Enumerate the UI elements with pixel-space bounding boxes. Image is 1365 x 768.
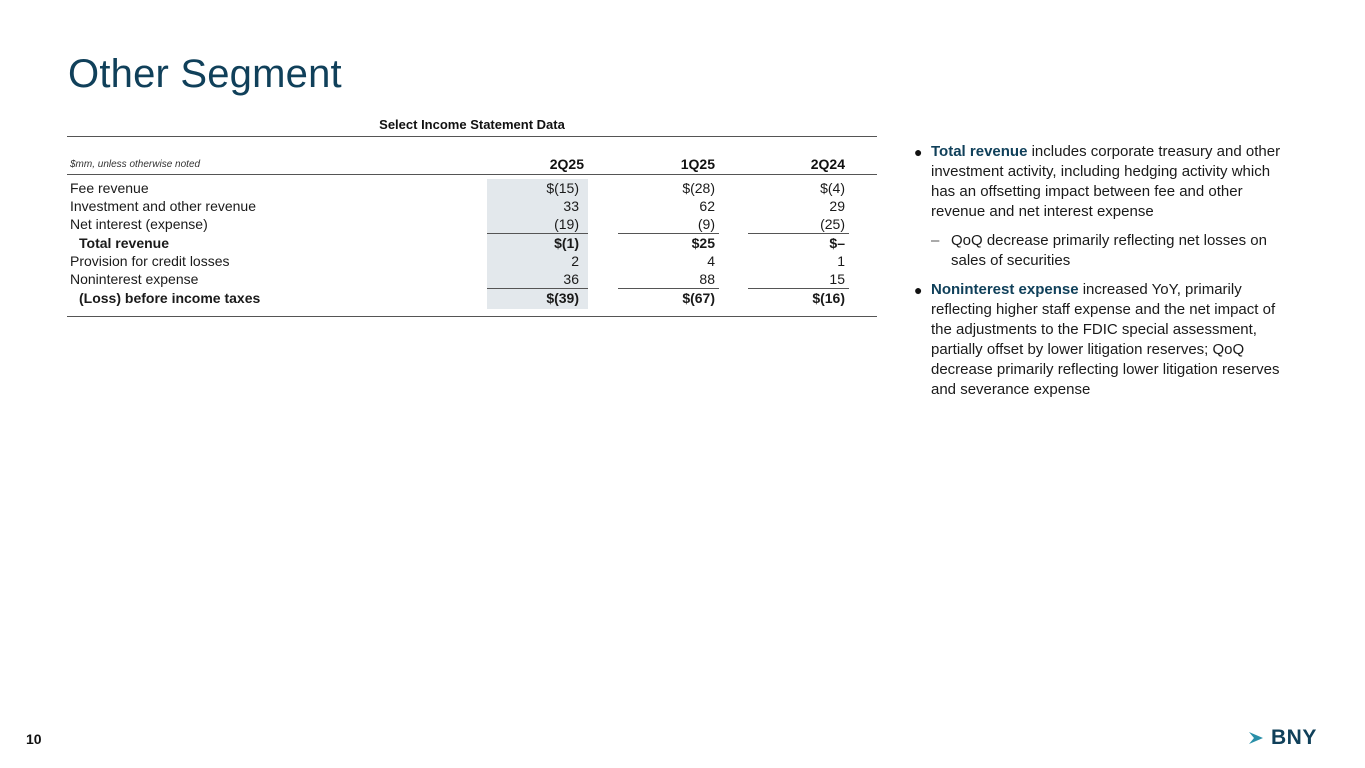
bullet-keyword: Noninterest expense <box>931 281 1079 298</box>
row-label: Net interest (expense) <box>70 216 208 232</box>
cell-2q24: $– <box>829 235 845 251</box>
cell-1q25: (9) <box>697 216 715 232</box>
subtotal-rule <box>487 233 588 234</box>
column-header-1q25: 1Q25 <box>680 156 715 172</box>
table-bottom-rule <box>67 316 877 317</box>
cell-1q25: $(28) <box>682 180 715 196</box>
row-label: Fee revenue <box>70 180 149 196</box>
cell-1q25: $(67) <box>682 290 715 306</box>
page-number: 10 <box>26 731 42 747</box>
cell-2q24: $(16) <box>812 290 845 306</box>
units-note: $mm, unless otherwise noted <box>70 159 201 170</box>
cell-1q25: 4 <box>707 253 715 269</box>
cell-2q25: $(39) <box>546 290 579 306</box>
dash-icon: – <box>931 232 940 249</box>
cell-2q25: $(1) <box>554 235 579 251</box>
row-label: Provision for credit losses <box>70 253 230 269</box>
bullet-keyword: Total revenue <box>931 143 1028 160</box>
bullet-text: includes corporate treasury and other investment activity, including hedging activity which has an offsetting impact between fee and other revenue and net interest expense <box>931 143 1281 220</box>
cell-2q24: 15 <box>829 271 845 287</box>
bullet-text: increased YoY, primarily reflecting higher staff expense and the net impact of the adjustments to the FDIC special assessment, partially offset by lower litigation reserves; QoQ decrease primarily reflecting lower litigation reserves and severance expense <box>931 281 1280 398</box>
bullet-dot-icon: ● <box>914 282 923 298</box>
cell-2q25: 2 <box>571 253 579 269</box>
sub-bullet-text: QoQ decrease primarily reflecting net losses on sales of securities <box>951 232 1267 269</box>
cell-2q24: 1 <box>837 253 845 269</box>
page-title: Other Segment <box>68 52 342 96</box>
logo-text: BNY <box>1271 726 1317 749</box>
subtotal-rule <box>487 288 588 289</box>
column-header-2q25: 2Q25 <box>549 156 584 172</box>
column-header-2q24: 2Q24 <box>810 156 845 172</box>
cell-2q24: (25) <box>820 216 845 232</box>
cell-2q25: (19) <box>554 216 579 232</box>
commentary <box>914 142 1294 409</box>
subtotal-rule <box>748 233 849 234</box>
row-label: Noninterest expense <box>70 271 199 287</box>
cell-2q24: $(4) <box>820 180 845 196</box>
subtotal-rule <box>618 288 719 289</box>
cell-2q24: 29 <box>829 198 845 214</box>
cell-1q25: 62 <box>699 198 715 214</box>
subtotal-rule <box>618 233 719 234</box>
cell-1q25: $25 <box>691 235 715 251</box>
bullet-noninterest-expense <box>914 280 1294 400</box>
cell-2q25: 33 <box>563 198 579 214</box>
bny-logo <box>1249 726 1335 750</box>
row-label: Total revenue <box>79 235 169 251</box>
sub-bullet-qoq-revenue <box>914 231 1294 271</box>
cell-2q25: 36 <box>563 271 579 287</box>
row-label: (Loss) before income taxes <box>79 290 261 306</box>
cell-1q25: 88 <box>699 271 715 287</box>
cell-2q25: $(15) <box>546 180 579 196</box>
bullet-total-revenue <box>914 142 1294 222</box>
bullet-dot-icon: ● <box>914 144 923 160</box>
logo-chevron-icon <box>1249 727 1269 751</box>
row-label: Investment and other revenue <box>70 198 257 214</box>
subtotal-rule <box>748 288 849 289</box>
header-rule <box>67 174 877 175</box>
table-top-rule <box>67 136 877 137</box>
table-caption: Select Income Statement Data <box>379 117 565 132</box>
